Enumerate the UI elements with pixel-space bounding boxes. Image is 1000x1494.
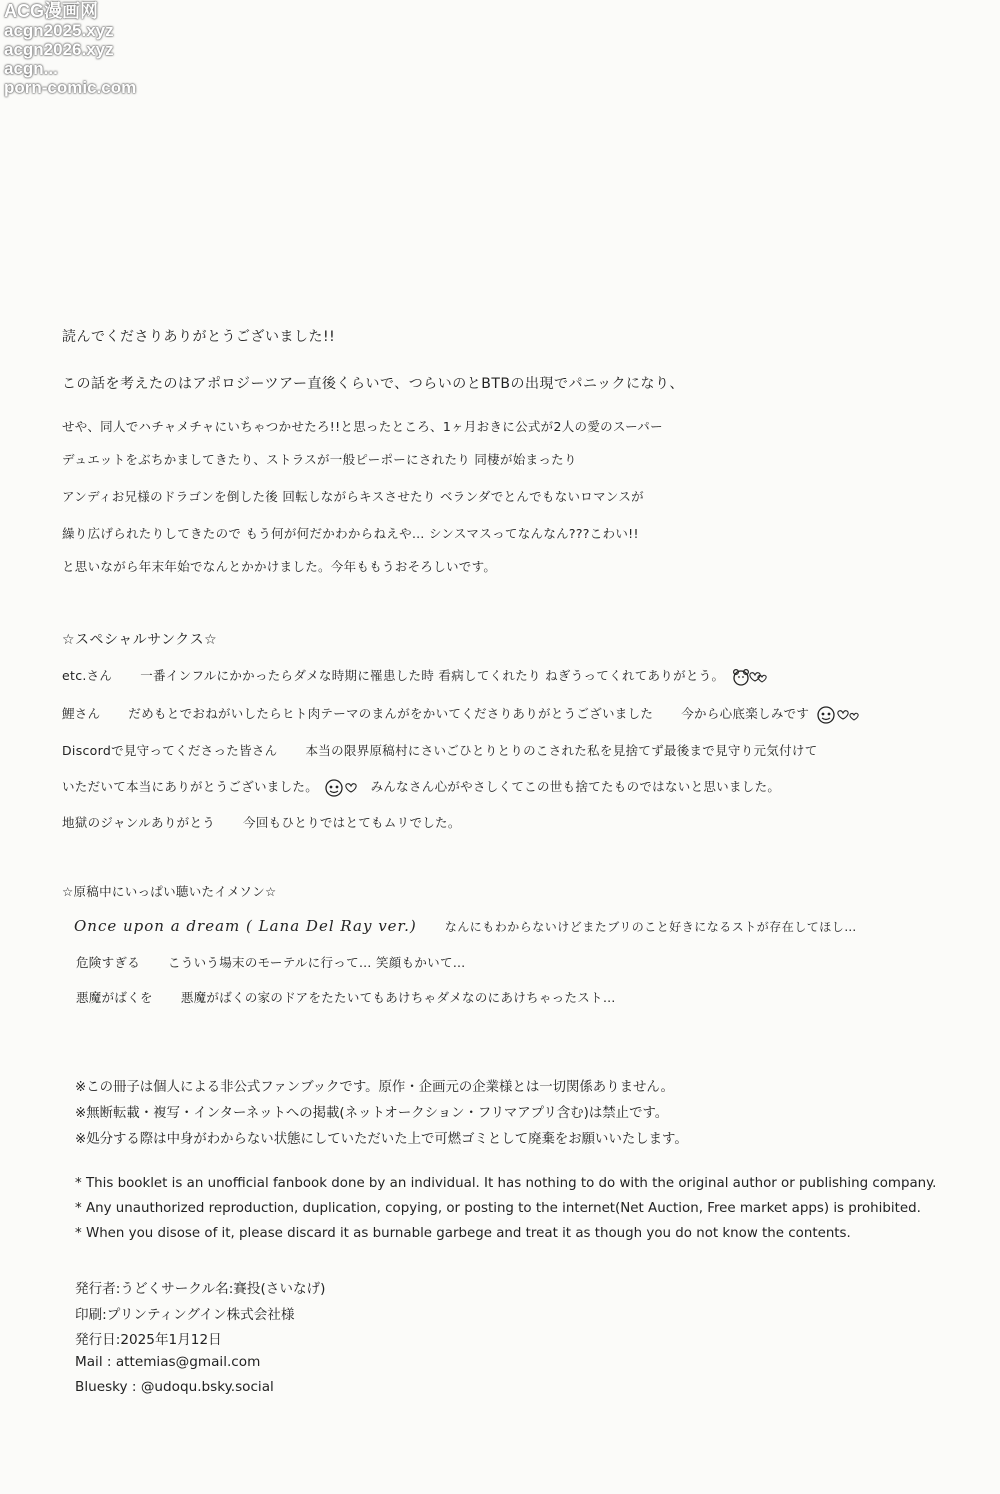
publish-date: 発行日:2025年1月12日 — [75, 1332, 222, 1348]
notice-line: ※処分する際は中身がわからない状態にしていただいた上で可燃ゴミとして廃棄をお願いいたします。 — [75, 1132, 688, 1147]
thanks-name: いただいて本当にありがとうございました。 — [62, 779, 319, 794]
afterword-line: と思いながら年末年始でなんとかかけました。今年ももうおそろしいです。 — [62, 559, 497, 574]
song-note: 悪魔がばくの家のドアをたたいてもあけちゃダメなのにあけちゃったスト… — [180, 990, 616, 1005]
thanks-line — [62, 813, 461, 831]
watermark-line: acgn... — [4, 59, 58, 78]
thanks-name: Discordで見守ってくださった皆さん — [62, 743, 278, 758]
afterword-line: 読んでくださりありがとうございました!! — [62, 329, 336, 345]
thanks-line — [62, 704, 864, 725]
notice-line: * When you disose of it, please discard it as burnable garbege and treat it as though you do not know the contents. — [75, 1226, 851, 1241]
thanks-name: 地獄のジャンルありがとう — [62, 815, 216, 830]
thanks-line — [62, 666, 771, 687]
thanks-text: みんなさん心がやさしくてこの世も捨てたものではないと思いました。 — [370, 779, 781, 794]
publisher: 発行者:うどくサークル名:賽投(さいなげ) — [75, 1281, 326, 1297]
thanks-line — [62, 741, 818, 759]
song-title: Once upon a dream ( Lana Del Ray ver.) — [74, 917, 417, 935]
song-note: なんにもわからないけどまたブリのこと好きになるストが存在してほし… — [444, 920, 857, 934]
afterword-line: アンディお兄様のドラゴンを倒した後 回転しながらキスさせたり ベランダでとんでもないロマンスが — [62, 489, 644, 504]
printer: 印刷:プリンティングイン株式会社様 — [75, 1307, 295, 1323]
thanks-extra: 今から心底楽しみです — [681, 706, 810, 721]
watermark-line: porn-comic.com — [4, 78, 137, 97]
thanks-text: 本当の限界原稿村にさいごひとりとりのこされた私を見捨てず最後まで見守り元気付けて — [305, 743, 818, 758]
thanks-heading: ☆スペシャルサンクス☆ — [62, 632, 218, 648]
bear-heart-doodle-icon — [731, 667, 769, 687]
playlist-heading: ☆原稿中にいっぱい聴いたイメソン☆ — [62, 884, 277, 899]
mail-address: Mail : attemias@gmail.com — [75, 1354, 261, 1370]
notice-line: ※この冊子は個人による非公式ファンブックです。原作・企画元の企業様とは一切関係ありません。 — [75, 1080, 674, 1095]
thanks-text: 一番インフルにかかったらダメな時期に罹患した時 看病してくれたり ねぎうってくれてありがとう。 — [140, 668, 725, 683]
afterword-line: せや、同人でハチャメチャにいちゃつかせたろ!!と思ったところ、1ヶ月おきに公式が2人の愛のスーパー — [62, 419, 663, 434]
watermark-line: ACG漫画网 — [4, 1, 98, 21]
thanks-name: etc.さん — [62, 668, 113, 683]
thanks-name: 鯉さん — [62, 706, 101, 721]
bluesky-handle: Bluesky : @udoqu.bsky.social — [75, 1379, 274, 1395]
afterword-line: この話を考えたのはアポロジーツアー直後くらいで、つらいのとBTBの出現でパニックになり、 — [62, 376, 684, 392]
thanks-text: だめもとでおねがいしたらヒト肉テーマのまんがをかいてくださりありがとうございました — [128, 706, 654, 721]
song-row — [74, 917, 857, 935]
watermark-line: acgn2025.xyz — [4, 21, 114, 40]
notice-line: * This booklet is an unofficial fanbook done by an individual. It has nothing to do with the original author or publishing company. — [75, 1176, 937, 1191]
song-row — [76, 988, 616, 1006]
thanks-text: 今回もひとりではとてもムリでした。 — [243, 815, 461, 830]
song-row — [76, 953, 466, 971]
watermark-line: acgn2026.xyz — [4, 40, 114, 59]
face-heart-doodle-icon — [324, 778, 364, 798]
song-title: 悪魔がばくを — [76, 990, 153, 1005]
notice-line: * Any unauthorized reproduction, duplication, copying, or posting to the internet(Net Auction, Free market apps) is prohibited. — [75, 1201, 921, 1216]
afterword-line: デュエットをぶちかましてきたり、ストラスが一般ピーポーにされたり 同棲が始まったり — [62, 452, 577, 467]
song-title: 危険すぎる — [76, 955, 141, 970]
face-heart-doodle-icon — [816, 705, 862, 725]
watermark — [4, 2, 136, 97]
thanks-line — [62, 777, 780, 798]
notice-line: ※無断転載・複写・インターネットへの掲載(ネットオークション・フリマアプリ含む)は禁止です。 — [75, 1106, 669, 1121]
afterword-line: 繰り広げられたりしてきたので もう何が何だかわからねえや… シンスマスってなんなん???こわい!! — [62, 526, 639, 541]
song-note: こういう場末のモーテルに行って… 笑顔もかいて… — [168, 955, 466, 970]
